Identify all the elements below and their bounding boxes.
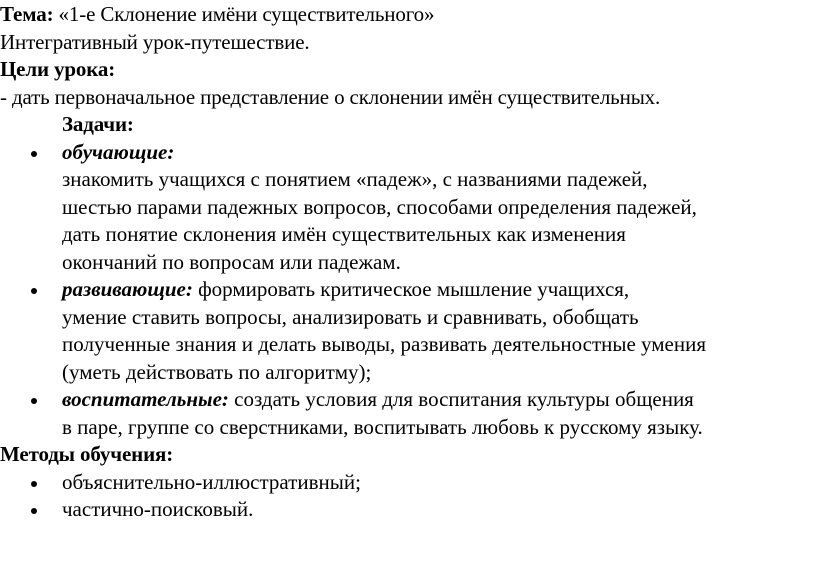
task-text: создать условия для воспитания культуры общения: [228, 387, 694, 411]
task-item-developing: [0, 276, 816, 386]
method-item: [0, 496, 816, 524]
task-first-line: [62, 386, 816, 414]
topic-label: Тема:: [0, 2, 54, 26]
methods-heading: Методы обучения:: [0, 442, 174, 466]
task-line: (уметь действовать по алгоритму);: [62, 359, 372, 384]
tasks-heading: Задачи:: [62, 112, 134, 136]
topic-value: «1-е Склонение имёни существительного»: [53, 2, 435, 26]
methods-list: [0, 469, 816, 524]
task-line: умение ставить вопросы, анализировать и сравнивать, обобщать: [62, 304, 639, 329]
goals-heading: Цели урока:: [0, 57, 116, 81]
task-label: воспитательные:: [62, 387, 229, 411]
method-item: [0, 469, 816, 497]
method-text: объяснительно-иллюстративный;: [62, 469, 361, 494]
task-item-teaching: [0, 139, 816, 277]
task-text: формировать критическое мышление учащихся,: [192, 277, 630, 301]
task-line: в паре, группе со сверстниками, воспитывать любовь к русскому языку.: [62, 414, 703, 439]
task-item-educational: [0, 386, 816, 441]
task-label: развивающие:: [62, 277, 193, 301]
task-line: дать понятие склонения имён существительных как изменения: [62, 222, 626, 246]
lesson-type: Интегративный урок-путешествие.: [0, 29, 310, 54]
method-text: частично-поисковый.: [62, 497, 254, 521]
tasks-list: [0, 139, 816, 442]
goals-text: - дать первоначальное представление о склонении имён существительных.: [0, 84, 661, 109]
task-first-line: [62, 276, 816, 304]
task-line: полученные знания и делать выводы, развивать деятельностные умения: [62, 332, 707, 356]
task-label: обучающие:: [62, 139, 175, 164]
task-line: шестью парами падежных вопросов, способами определения падежей,: [62, 194, 697, 219]
task-line: окончаний по вопросам или падежам.: [62, 249, 401, 274]
task-line: знакомить учащихся с понятием «падеж», с названиями падежей,: [62, 167, 648, 191]
topic-line: [0, 1, 816, 29]
